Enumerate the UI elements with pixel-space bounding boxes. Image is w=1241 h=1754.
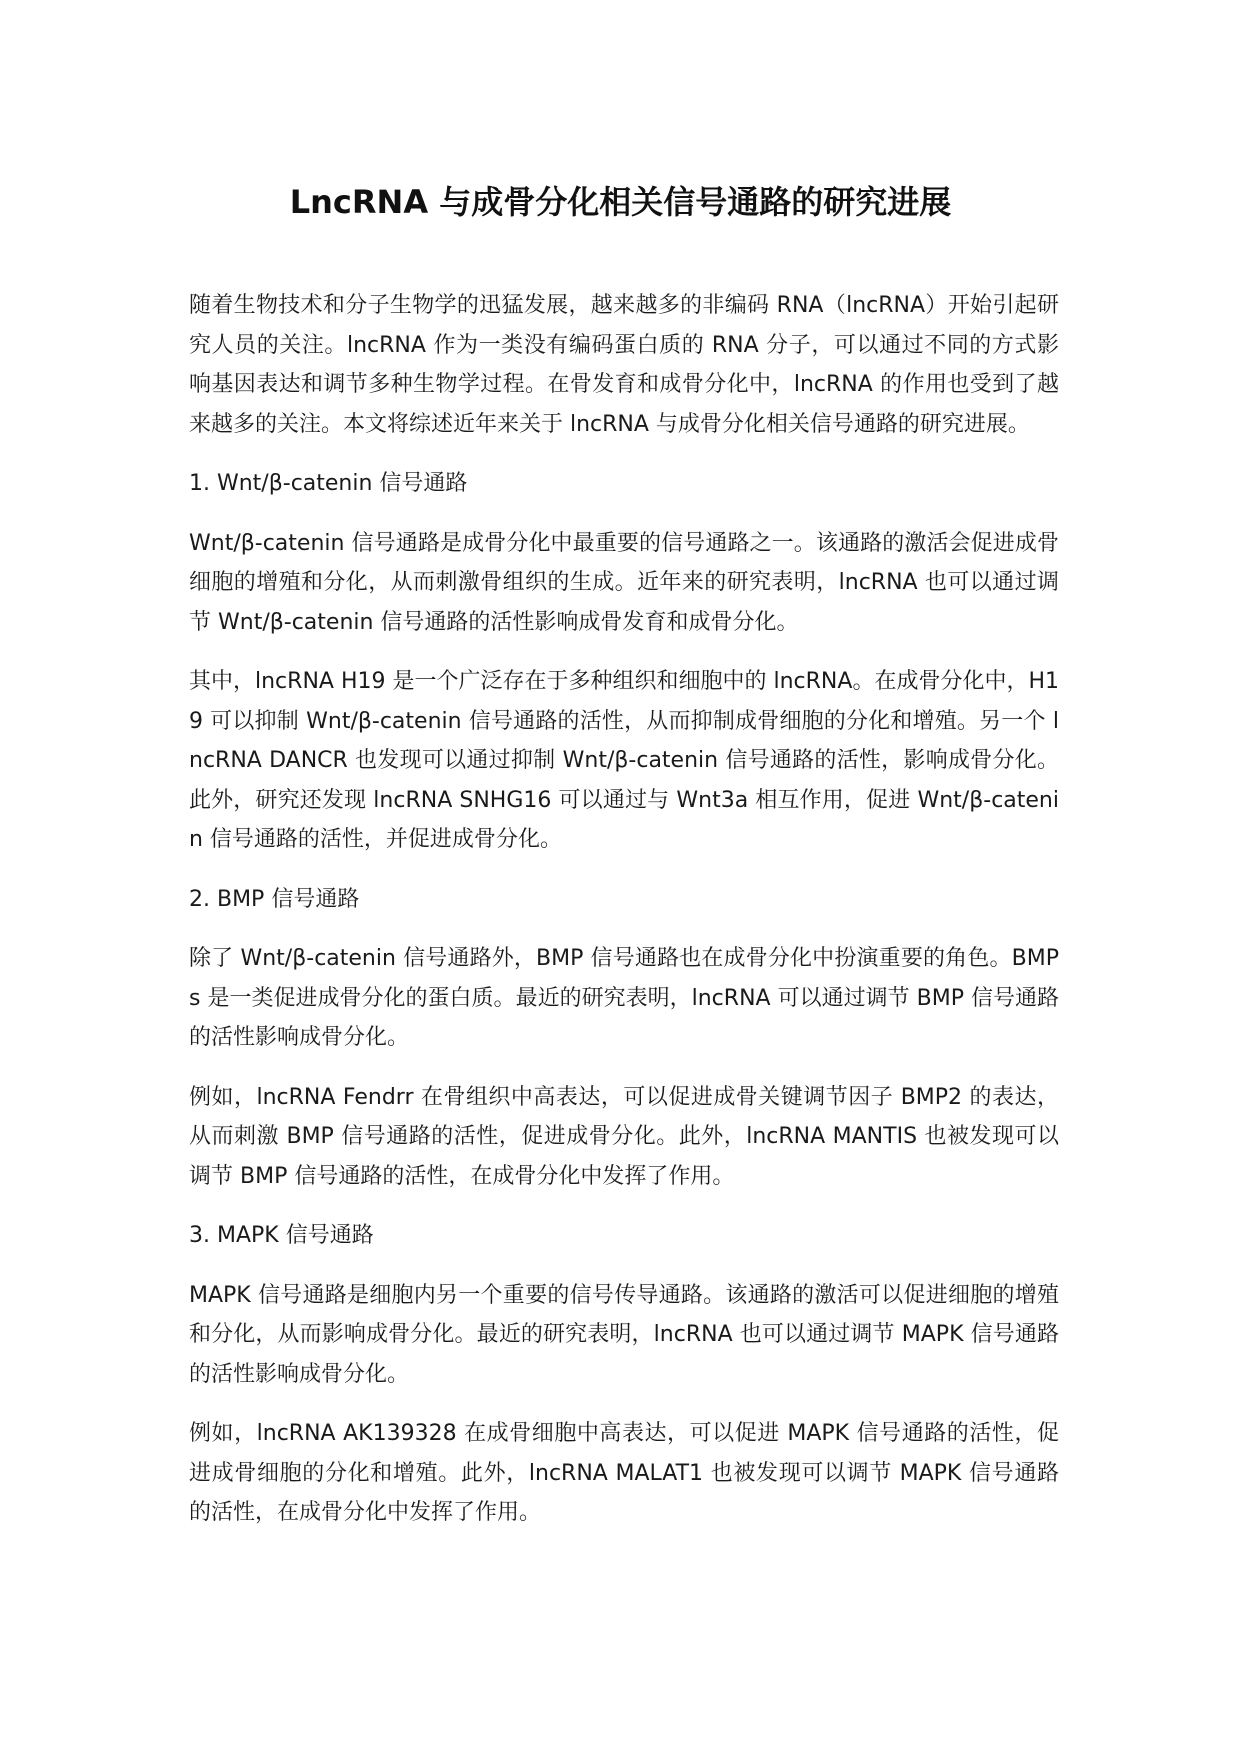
section-wnt (189, 464, 1059, 860)
section-paragraph: 例如，lncRNA AK139328 在成骨细胞中高表达，可以促进 MAPK 信号通路的活性，促进成骨细胞的分化和增殖。此外，lncRNA MALAT1 也被发现可以调节 MAPK 信号通路的活性，在成骨分化中发挥了作用。 (189, 1421, 1059, 1525)
section-paragraph: 例如，lncRNA Fendrr 在骨组织中高表达，可以促进成骨关键调节因子 BMP2 的表达，从而刺激 BMP 信号通路的活性，促进成骨分化。此外，lncRNA MANTIS 也被发现可以调节 BMP 信号通路的活性，在成骨分化中发挥了作用。 (189, 1084, 1059, 1189)
section-paragraph: 除了 Wnt/β-catenin 信号通路外，BMP 信号通路也在成骨分化中扮演重要的角色。BMPs 是一类促进成骨分化的蛋白质。最近的研究表明，lncRNA 可以通过调节 BMP 信号通路的活性影响成骨分化。 (189, 946, 1059, 1050)
section-paragraph: 其中，lncRNA H19 是一个广泛存在于多种组织和细胞中的 lncRNA。在成骨分化中，H19 可以抑制 Wnt/β-catenin 信号通路的活性，从而抑制成骨细胞的分化和增殖。另一个 lncRNA DANCR 也发现可以通过抑制 Wnt/β-catenin 信号通路的活性，影响成骨分化。此外，研究还发现 lncRNA SNHG16 可以通过与 Wnt3a 相互作用，促进 Wnt/β-catenin 信号通路的活性，并促进成骨分化。 (189, 669, 1059, 852)
document-title: LncRNA 与成骨分化相关信号通路的研究进展 (289, 183, 952, 221)
section-bmp (189, 880, 1059, 1197)
document-body (189, 286, 1059, 1553)
section-heading: 2. BMP 信号通路 (189, 886, 360, 912)
section-heading: 3. MAPK 信号通路 (189, 1223, 374, 1248)
section-paragraph: Wnt/β-catenin 信号通路是成骨分化中最重要的信号通路之一。该通路的激活会促进成骨细胞的增殖和分化，从而刺激骨组织的生成。近年来的研究表明，lncRNA 也可以通过调节 Wnt/β-catenin 信号通路的活性影响成骨发育和成骨分化。 (189, 530, 1059, 635)
section-mapk (189, 1216, 1059, 1533)
section-paragraph: MAPK 信号通路是细胞内另一个重要的信号传导通路。该通路的激活可以促进细胞的增殖和分化，从而影响成骨分化。最近的研究表明，lncRNA 也可以通过调节 MAPK 信号通路的活性影响成骨分化。 (189, 1282, 1059, 1387)
intro-paragraph: 随着生物技术和分子生物学的迅猛发展，越来越多的非编码 RNA（lncRNA）开始引起研究人员的关注。lncRNA 作为一类没有编码蛋白质的 RNA 分子，可以通过不同的方式影响基因表达和调节多种生物学过程。在骨发育和成骨分化中，lncRNA 的作用也受到了越来越多的关注。本文将综述近年来关于 lncRNA 与成骨分化相关信号通路的研究进展。 (189, 293, 1059, 437)
section-heading: 1. Wnt/β-catenin 信号通路 (189, 471, 468, 496)
